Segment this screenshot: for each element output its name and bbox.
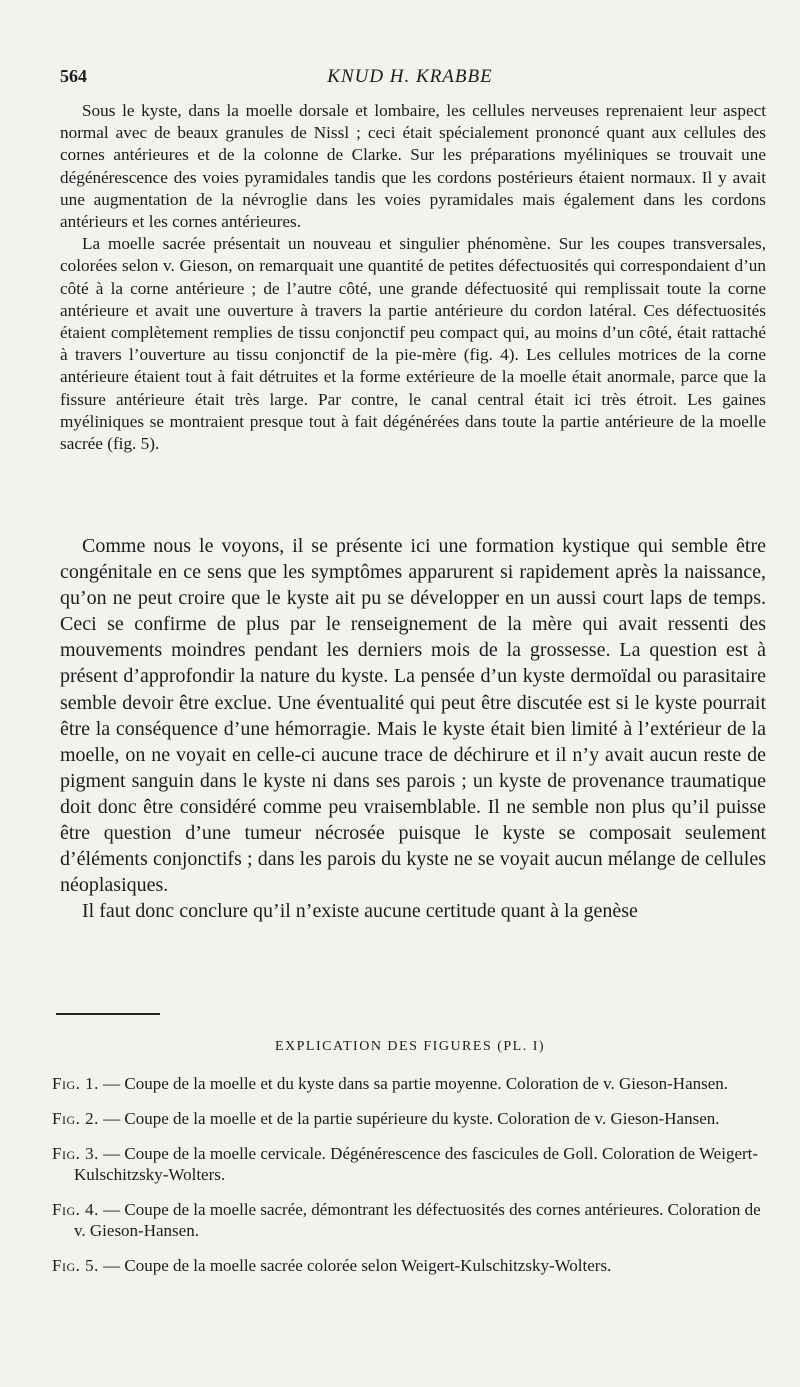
page-number: 564 <box>60 66 87 86</box>
figure-legend <box>52 1199 764 1241</box>
figure-caption: — Coupe de la moelle et de la partie supérieure du kyste. Coloration de v. Gieson-Hansen. <box>103 1109 720 1128</box>
figure-caption: — Coupe de la moelle sacrée, démontrant les défectuosités des cornes antérieures. Coloration de v. Gieson-Hansen. <box>74 1200 761 1240</box>
main-text-section <box>60 533 766 924</box>
page-header <box>60 66 760 92</box>
figure-label: Fig. 5. <box>52 1256 99 1275</box>
figure-label: Fig. 4. <box>52 1200 99 1219</box>
figure-caption: — Coupe de la moelle et du kyste dans sa partie moyenne. Coloration de v. Gieson-Hansen. <box>103 1074 729 1093</box>
figure-legend <box>52 1143 764 1185</box>
figure-legend <box>52 1073 764 1094</box>
figure-label: Fig. 2. <box>52 1109 99 1128</box>
footnote-divider <box>56 1013 160 1015</box>
figure-legends <box>52 1073 764 1276</box>
paragraph: Comme nous le voyons, il se présente ici une formation kystique qui semble être congénitale en ce sens que les symptômes apparurent si rapidement après la naissance, qu’on ne peut croire que le kyste ait pu se développer en un aussi court laps de temps. Ceci se confirme de plus par le renseignement de la mère qui avait ressenti des mouvements moindres pendant les derniers mois de la grossesse. La question est à présent d’approfondir la nature du kyste. La pensée d’un kyste dermoïdal ou parasitaire semble devoir être exclue. Une éventualité qui peut être discutée est si le kyste pourrait être la conséquence d’une hémorragie. Mais le kyste était bien limité à l’extérieur de la moelle, on ne voyait en celle-ci aucune trace de déchirure et il n’y avait aucun reste de pigment sanguin dans le kyste ni dans ses parois ; un kyste de provenance traumatique doit donc être considéré comme peu vraisemblable. Il ne semble non plus qu’il puisse être question d’une tumeur nécrosée puisque le kyste se composait seulement d’éléments conjonctifs ; dans les parois du kyste ne se voyait aucun mélange de cellules néoplasiques. <box>60 535 766 897</box>
figures-explication-heading: EXPLICATION DES FIGURES (PL. I) <box>274 1039 546 1054</box>
figure-caption: — Coupe de la moelle cervicale. Dégénérescence des fascicules de Goll. Coloration de Weigert-Kulschitzsky-Wolters. <box>74 1144 759 1184</box>
figure-label: Fig. 1. <box>52 1074 99 1093</box>
figure-label: Fig. 3. <box>52 1144 99 1163</box>
figure-caption: — Coupe de la moelle sacrée colorée selon Weigert-Kulschitzsky-Wolters. <box>103 1256 612 1275</box>
paragraph: Sous le kyste, dans la moelle dorsale et lombaire, les cellules nerveuses reprenaient leur aspect normal avec de beaux granules de Nissl ; ceci était spécialement prononcé quant aux cellules des cornes antérieures et de la colonne de Clarke. Sur les préparations myéliniques se trouvait une dégénérescence des voies pyramidales tandis que les cordons postérieurs étaient normaux. Il y avait une augmentation de la névroglie dans les voies pyramidales mais également dans les cordons antérieurs et les cornes antérieures. <box>60 101 766 232</box>
small-print-section <box>60 100 766 455</box>
paragraph: Il faut donc conclure qu’il n’existe aucune certitude quant à la genèse <box>82 900 638 923</box>
running-title: KNUD H. KRABBE <box>327 66 493 87</box>
paragraph: La moelle sacrée présentait un nouveau et singulier phénomène. Sur les coupes transversales, colorées selon v. Gieson, on remarquait une quantité de petites défectuosités qui correspondaient d’un côté à la corne antérieure ; de l’autre côté, une grande défectuosité qui remplissait toute la corne antérieure et avait une ouverture à travers la partie antérieure du cordon latéral. Ces défectuosités étaient complètement remplies de tissu conjonctif peu compact qui, au moins d’un côté, était rattaché à travers l’ouverture au tissu conjonctif de la pie-mère (fig. 4). Les cellules motrices de la corne antérieure étaient tout à fait détruites et la forme extérieure de la moelle était anormale, parce que la fissure antérieure était très large. Par contre, le canal central était ici très étroit. Les gaines myéliniques se montraient presque tout à fait dégénérées dans toute la partie antérieure de la moelle sacrée (fig. 5). <box>60 234 766 454</box>
figure-legend <box>52 1255 764 1276</box>
figure-legend <box>52 1108 764 1129</box>
